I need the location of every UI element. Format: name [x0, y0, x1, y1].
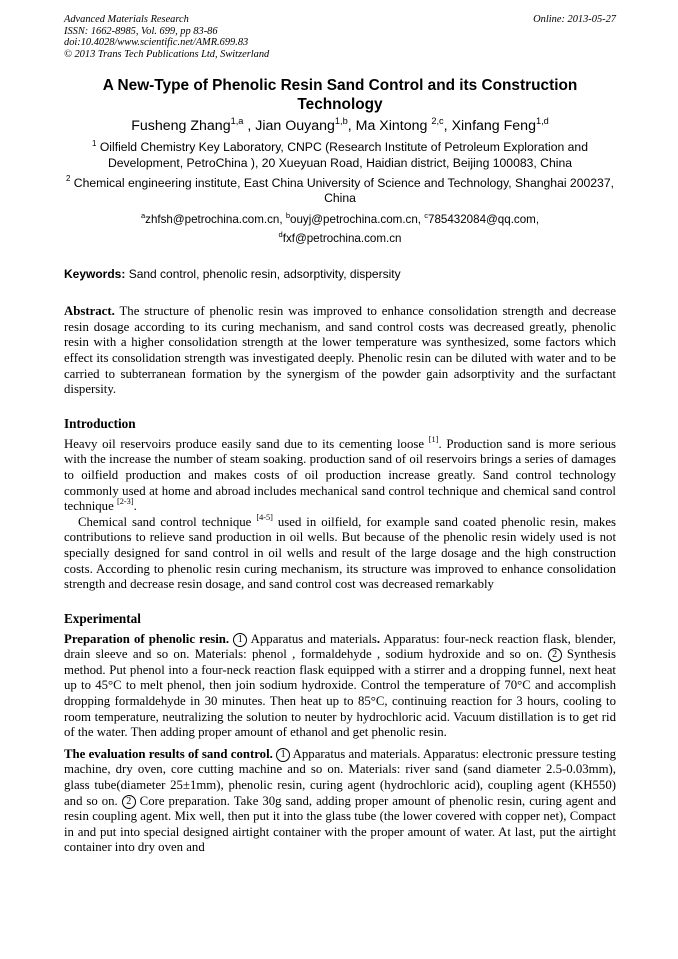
citation: [2-3] — [116, 497, 134, 507]
prep-dot: . — [376, 631, 381, 646]
email-sup: a — [140, 210, 146, 220]
intro-text: . Production sand is more serious with the increase the number of steam soaking. production sand of oil reservoirs brings a series of damages to oilfield production and makes costs of oil production increase greatly. Sand control technology commonly used at home and abroad includes mechanical sand control technique and chemical sand control technique — [64, 436, 616, 514]
online-date: Online: 2013-05-27 — [533, 14, 616, 25]
abstract — [64, 304, 616, 398]
author-name: Fusheng Zhang — [131, 118, 231, 135]
journal-name: Advanced Materials Research — [64, 14, 189, 25]
intro-text: used in oilfield, for example sand coated phenolic resin, makes contributions to relieve sand production in oil wells. But because of the phenolic resin widely used is not specially designed for sand control in oil wells and result of the large dosage and the high construction costs. According to phenolic resin curing mechanism, its structure was improved to enhance consolidation strength and decrease resin dosage, and sand control cost was decreased remarkably — [64, 514, 616, 592]
affiliation-2 — [64, 173, 616, 206]
intro-text: Chemical sand control technique — [78, 514, 257, 529]
author-sup: 1,d — [535, 115, 549, 126]
introduction-paragraph-2 — [64, 512, 616, 593]
prep-text: Synthesis method. Put phenol into a four-neck reaction flask equipped with a stirrer and a dropping funnel, next heat up to 45°C to melt phenol, then join sodium hydroxide. Control the temperature of 70°C and accomplish dropping formaldehyde in 30 minutes. Then heat up to 85°C, continuing reaction for 3 hours, cooling to room temperature, neutralizing the solution to neuter by hydrochloric acid. Vacuum distillation is to get rid of the water. Then adding proper amount of ethanol and get phenolic resin. — [64, 647, 616, 740]
author-name: Ma Xintong — [355, 118, 432, 135]
email-sup: c — [424, 210, 428, 220]
abstract-label: Abstract. — [64, 304, 115, 319]
introduction-paragraph-1 — [64, 434, 616, 515]
citation: [4-5] — [256, 512, 273, 522]
section-heading-experimental: Experimental — [64, 610, 141, 626]
preparation-paragraph — [64, 632, 616, 741]
affiliation-sup: 1 — [92, 138, 97, 148]
abstract-text: The structure of phenolic resin was improved to enhance consolidation strength and decrease resin dosage according to its curing mechanism, and sand control costs was decreased greatly, phenolic resin with a higher consolidation strength at the lower temperature was synthesized, some factors which effect its consolidation strength was investigated deeply. Phenolic resin can be diluted with water and to be carried to subterranean formation by the synergism of the powder gain adsorptivity and the surfactant dispersity. — [64, 304, 616, 397]
author-name: Jian Ouyang — [255, 118, 335, 135]
email-sup: d — [278, 229, 283, 239]
preparation-label: Preparation of phenolic resin. — [64, 631, 230, 646]
section-heading-introduction: Introduction — [64, 415, 136, 431]
author-sup: 2,c — [431, 115, 444, 126]
affiliation-text: Chemical engineering institute, East China University of Science and Technology, Shanghai 200237, China — [73, 175, 614, 205]
author-sep: , — [243, 118, 256, 135]
email-b[interactable]: ouyj@petrochina.com.cn, — [290, 213, 425, 227]
evaluation-label: The evaluation results of sand control. — [64, 746, 273, 761]
affiliation-sup: 2 — [66, 173, 71, 183]
author-sup: 1,b — [334, 115, 348, 126]
copyright-line: © 2013 Trans Tech Publications Ltd, Switzerland — [64, 48, 270, 60]
keywords-label: Keywords: — [64, 267, 126, 282]
email-sup: b — [285, 210, 291, 220]
prep-text: Apparatus: four-neck reaction flask, blender, drain sleeve and so on. Materials: phenol , formaldehyde , sodium hydroxide and so on. — [64, 631, 616, 662]
circled-number-1: 1 — [276, 748, 290, 762]
email-a[interactable]: zhfsh@petrochina.com.cn, — [145, 213, 286, 227]
circled-number-2: 2 — [122, 795, 136, 809]
intro-text: Heavy oil reservoirs produce easily sand due to its cementing loose — [64, 436, 429, 451]
citation: [1] — [428, 434, 439, 444]
circled-number-1: 1 — [233, 633, 247, 647]
keywords — [64, 267, 616, 282]
author-name: Xinfang Feng — [451, 118, 536, 135]
author-sep: , — [347, 118, 356, 135]
evaluation-paragraph — [64, 747, 616, 856]
author-sup: 1,a — [230, 115, 244, 126]
eval-text: Core preparation. Take 30g sand, adding proper amount of phenolic resin, curing agent and resin coupling agent. Mix well, then put it into the glass tube (the lower covered with copper net), Compact in and put into special designed airtight container with the proper amount of water. At last, put the airtight container into dry oven and — [64, 793, 616, 855]
email-c[interactable]: 785432084@qq.com, — [428, 213, 540, 227]
email-line-1 — [64, 212, 616, 227]
doi-line: doi:10.4028/www.scientific.net/AMR.699.83 — [64, 37, 249, 49]
issn-line: ISSN: 1662-8985, Vol. 699, pp 83-86 — [64, 25, 218, 37]
paper-title: A New-Type of Phenolic Resin Sand Control and its Construction Technology — [102, 77, 578, 114]
affiliation-1 — [64, 140, 616, 170]
email-line-2 — [64, 231, 616, 246]
author-list — [64, 117, 616, 135]
prep-text: Apparatus and materials — [247, 631, 377, 646]
journal-header — [64, 14, 616, 60]
email-d[interactable]: fxf@petrochina.com.cn — [282, 232, 402, 246]
circled-number-2: 2 — [548, 648, 562, 662]
keywords-text: Sand control, phenolic resin, adsorptivity, dispersity — [125, 267, 401, 282]
eval-text: Apparatus and materials. Apparatus: electronic pressure testing machine, dry oven, core cutting machine and so on. Materials: river sand (sand diameter 2.5-0.03mm), glass tube(diameter 25±1mm), phenolic resin, curing agent (hydrochloric acid), coupling agent (KH550) and so on. — [64, 746, 617, 808]
affiliation-text: Oilfield Chemistry Key Laboratory, CNPC (Research Institute of Petroleum Exploration and Development, PetroChina ), 20 Xueyuan Road, Haidian district, Beijing 100083, China — [99, 140, 588, 170]
intro-text: . — [133, 499, 137, 514]
author-sep: , — [443, 118, 452, 135]
